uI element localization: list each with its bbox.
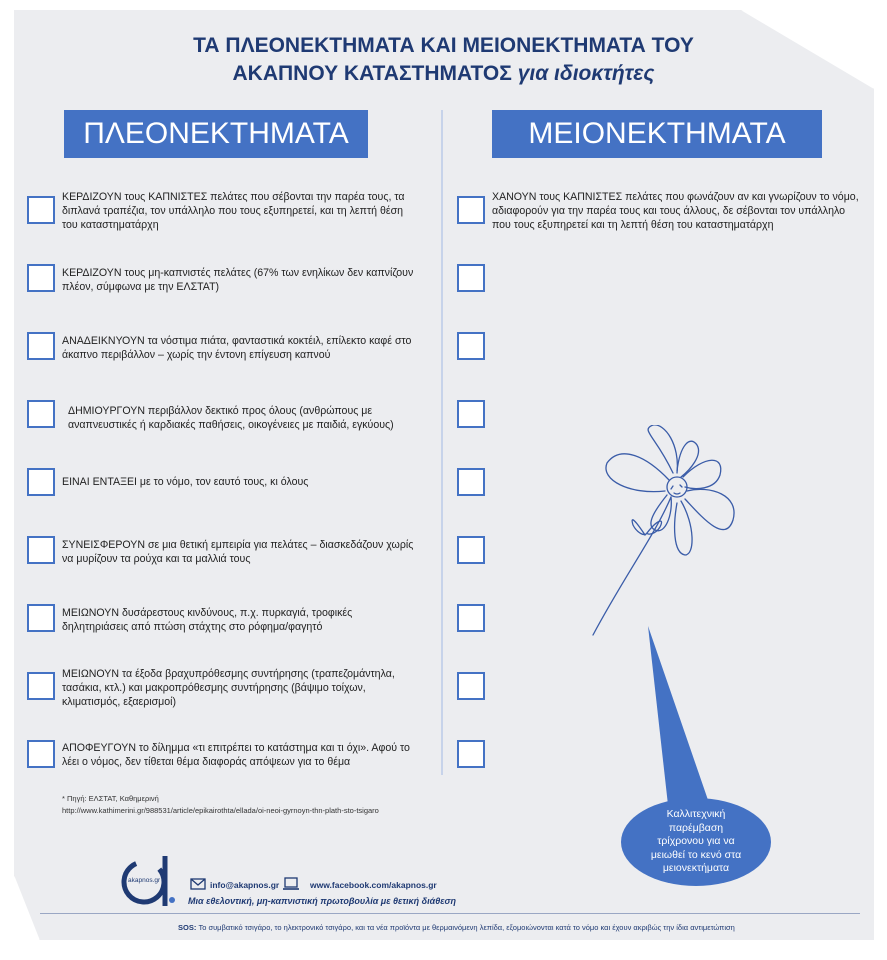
title-line-1: ΤΑ ΠΛΕΟΝΕΚΤΗΜΑΤΑ ΚΑΙ ΜΕΙΟΝΕΚΤΗΜΑΤΑ ΤΟΥ [193,34,694,57]
advantage-item: ΑΠΟΦΕΥΓΟΥΝ το δίλημμα «τι επιτρέπει το κατάστημα και τι όχι». Αφού το λέει ο νόμος, δεν τίθεται θέμα διαφοράς απόψεων για το θέμα [62,742,410,768]
advantage-checkbox[interactable] [27,468,55,496]
advantage-item: ΔΗΜΙΟΥΡΓΟΥΝ περιβάλλον δεκτικό προς όλους (ανθρώπους με αναπνευστικές ή καρδιακές παθήσεις, οικογένειες με παιδιά, εγκύους) [68,405,394,431]
email-icon [190,877,206,891]
footer-divider [40,913,860,914]
advantage-checkbox[interactable] [27,264,55,292]
disadvantage-checkbox[interactable] [457,196,485,224]
advantage-checkbox[interactable] [27,740,55,768]
advantage-checkbox[interactable] [27,196,55,224]
title-italic: για ιδιοκτήτες [517,62,655,85]
disadvantage-checkbox[interactable] [457,468,485,496]
advantage-checkbox[interactable] [27,536,55,564]
disadvantage-item: ΧΑΝΟΥΝ τους ΚΑΠΝΙΣΤΕΣ πελάτες που φωνάζουν αν και γνωρίζουν το νόμο, αδιαφορούν για την παρέα τους και τους άλλους, δε σέβονται τον υπάλληλο που τους εξυπηρετεί και τη λεπτή θέση του καταστηματάρχη [492,191,859,231]
advantage-item: ΚΕΡΔΙΖΟΥΝ τους μη-καπνιστές πελάτες (67% των ενηλίκων δεν καπνίζουν πλέον, σύμφωνα με την ΕΛΣΤΑΤ) [62,267,414,293]
disadvantage-checkbox[interactable] [457,740,485,768]
page-title [0,32,887,88]
flower-drawing-icon [585,425,750,640]
tagline: Μια εθελοντική, μη-καπνιστική πρωτοβουλία με θετική διάθεση [188,896,457,906]
title-line-2: ΑΚΑΠΝΟΥ ΚΑΤΑΣΤΗΜΑΤΟΣ για ιδιοκτήτες [232,62,655,85]
advantage-item: ΜΕΙΩΝΟΥΝ τα έξοδα βραχυπρόθεσμης συντήρησης (τραπεζομάντηλα, τασάκια, κτλ.) και μακροπρόθεσμης συντήρησης (βάψιμο τοίχων, κλιματισμός, εξαερισμοί) [62,668,395,708]
disadvantage-checkbox[interactable] [457,536,485,564]
email-link[interactable]: info@akapnos.gr [210,880,280,890]
bubble-text: Καλλιτεχνική παρέμβαση τρίχρονου για να μειωθεί το κενό στα μειονεκτήματα [650,808,742,875]
advantage-checkbox[interactable] [27,400,55,428]
speech-bubble [621,798,771,886]
advantages-heading: ΠΛΕΟΝΕΚΤΗΜΑΤΑ [64,110,368,158]
source-url[interactable]: http://www.kathimerini.gr/988531/article/epikairothta/ellada/oi-neoi-gyrnoyn-thn-plath-sto-tsigaro [62,806,379,815]
sos-label: SOS: [178,923,197,932]
advantage-checkbox[interactable] [27,672,55,700]
advantage-checkbox[interactable] [27,332,55,360]
disadvantage-checkbox[interactable] [457,400,485,428]
disadvantage-checkbox[interactable] [457,672,485,700]
laptop-icon [282,877,300,891]
disadvantage-checkbox[interactable] [457,332,485,360]
disadvantage-checkbox[interactable] [457,264,485,292]
source-note [62,793,379,817]
column-divider [441,110,443,775]
advantage-item: ΑΝΑΔΕΙΚΝΥΟΥΝ τα νόστιμα πιάτα, φανταστικά κοκτέιλ, επίλεκτο καφέ στο άκαπνο περιβάλλον – χωρίς την έντονη επίγευση καπνού [62,335,412,361]
disadvantages-heading: ΜΕΙΟΝΕΚΤΗΜΑΤΑ [492,110,822,158]
advantage-item: ΚΕΡΔΙΖΟΥΝ τους ΚΑΠΝΙΣΤΕΣ πελάτες που σέβονται την παρέα τους, τα διπλανά τραπέζια, τον υπάλληλο που τους εξυπηρετεί, και τη λεπτή θέση του καταστηματάρχη [62,191,405,231]
advantage-item: ΣΥΝΕΙΣΦΕΡΟΥΝ σε μια θετική εμπειρία για πελάτες – διασκεδάζουν χωρίς να μυρίζουν τα ρούχα και τα μαλλιά τους [62,539,414,565]
disadvantage-checkbox[interactable] [457,604,485,632]
sos-note [178,923,735,932]
facebook-link[interactable]: www.facebook.com/akapnos.gr [310,880,437,890]
logo-text: akapnos.gr [128,877,161,884]
advantage-item: ΕΙΝΑΙ ΕΝΤΑΞΕΙ με το νόμο, τον εαυτό τους, κι όλους [62,476,309,488]
source-label: * Πηγή: ΕΛΣΤΑΤ, Καθημερινή [62,794,159,803]
advantage-checkbox[interactable] [27,604,55,632]
sos-text: Το συμβατικό τσιγάρο, το ηλεκτρονικό τσιγάρο, και τα νέα προϊόντα με θερμαινόμενη λεπίδα, εξομοιώνονται κατά το νόμο και έχουν ακριβώς την ίδια αντιμετώπιση [198,923,735,932]
advantage-item: ΜΕΙΩΝΟΥΝ δυσάρεστους κινδύνους, π.χ. πυρκαγιά, τροφικές δηλητηριάσεις από πτώση στάχτης στο ρόφημα/φαγητό [62,607,353,633]
